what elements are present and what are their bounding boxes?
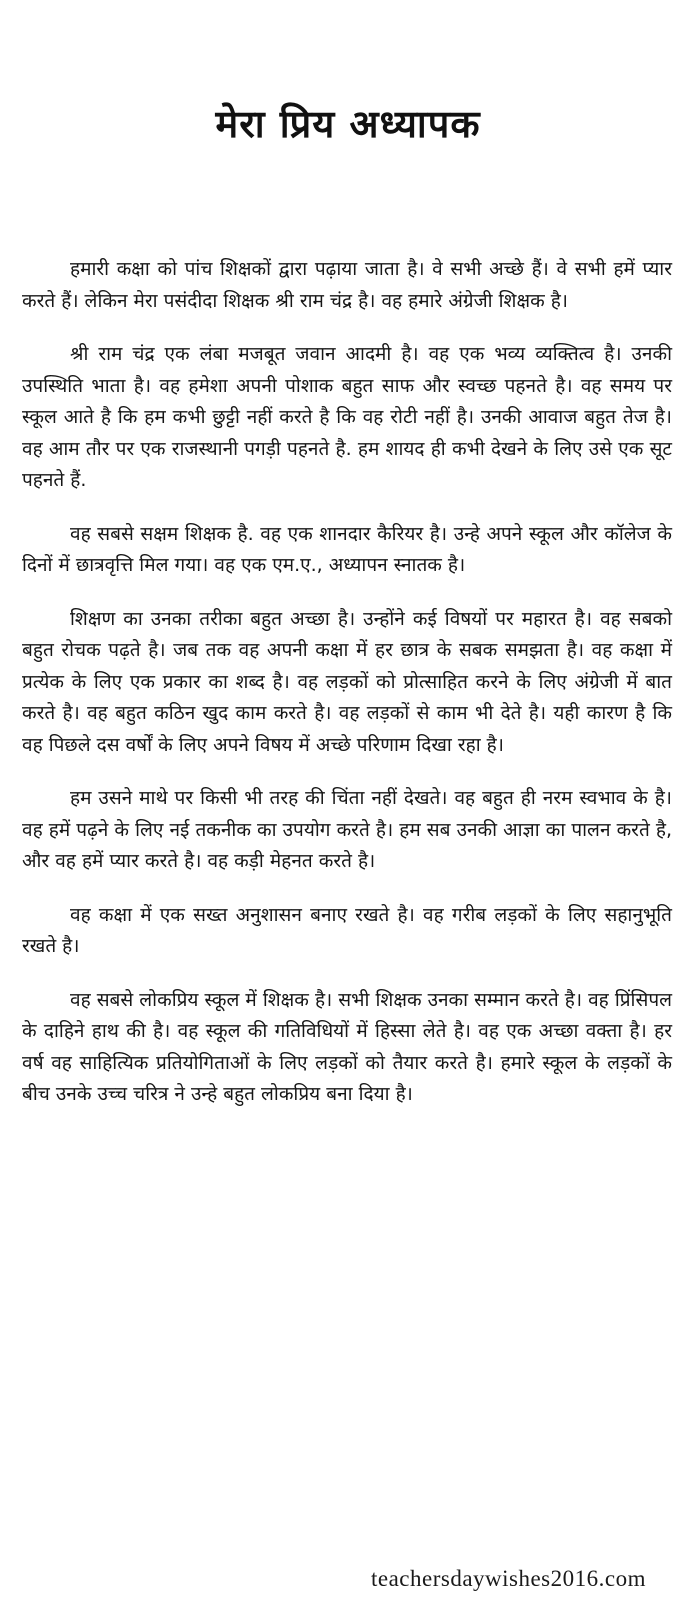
paragraph: वह कक्षा में एक सख्त अनुशासन बनाए रखते है। वह गरीब लड़कों के लिए सहानुभूति रखते है।	[22, 903, 672, 957]
paragraph: श्री राम चंद्र एक लंबा मजबूत जवान आदमी है। वह एक भव्य व्यक्तित्व है। उनकी उपस्थिति भाता है। वह हमेशा अपनी पोशाक बहुत साफ और स्वच्छ पहनते है। वह समय पर स्कूल आते है कि हम कभी छुट्टी नहीं करते है कि वह रोटी नहीं है। उनकी आवाज बहुत तेज है। वह आम तौर पर एक राजस्थानी पगड़ी पहनते है. हम शायद ही कभी देखने के लिए उसे एक सूट पहनते हैं.	[22, 343, 672, 491]
essay-body	[22, 254, 672, 1133]
page-title: मेरा प्रिय अध्यापक	[215, 102, 481, 146]
paragraph: हमारी कक्षा को पांच शिक्षकों द्वारा पढ़ाया जाता है। वे सभी अच्छे हैं। वे सभी हमें प्यार करते हैं। लेकिन मेरा पसंदीदा शिक्षक श्री राम चंद्र है। वह हमारे अंग्रेजी शिक्षक है।	[22, 258, 672, 312]
paragraph: वह सबसे सक्षम शिक्षक है. वह एक शानदार कैरियर है। उन्हे अपने स्कूल और कॉलेज के दिनों में छात्रवृत्ति मिल गया। वह एक एम.ए., अध्यापन स्नातक है।	[22, 522, 672, 576]
paragraph: शिक्षण का उनका तरीका बहुत अच्छा है। उन्होंने कई विषयों पर महारत है। वह सबको बहुत रोचक पढ़ते है। जब तक वह अपनी कक्षा में हर छात्र के सबक समझता है। वह कक्षा में प्रत्येक के लिए एक प्रकार का शब्द है। वह लड़कों को प्रोत्साहित करने के लिए अंग्रेजी में बात करते है। वह बहुत कठिन खुद काम करते है। वह लड़कों से काम भी देते है। यही कारण है कि वह पिछले दस वर्षों के लिए अपने विषय में अच्छे परिणाम दिखा रहा है।	[22, 607, 672, 756]
watermark-text: teachersdaywishes2016.com	[370, 1566, 646, 1591]
paragraph: वह सबसे लोकप्रिय स्कूल में शिक्षक है। सभी शिक्षक उनका सम्मान करते है। वह प्रिंसिपल के दाहिने हाथ की है। वह स्कूल की गतिविधियों में हिस्सा लेते है। वह एक अच्छा वक्ता है। हर वर्ष वह साहित्यिक प्रतियोगिताओं के लिए लड़कों को तैयार करते है। हमारे स्कूल के लड़कों के बीच उनके उच्च चरित्र ने उन्हे बहुत लोकप्रिय बना दिया है।	[22, 988, 672, 1105]
paragraph: हम उसने माथे पर किसी भी तरह की चिंता नहीं देखते। वह बहुत ही नरम स्वभाव के है। वह हमें पढ़ने के लिए नई तकनीक का उपयोग करते है। हम सब उनकी आज्ञा का पालन करते है, और वह हमें प्यार करते है। वह कड़ी मेहनत करते है।	[22, 787, 672, 872]
